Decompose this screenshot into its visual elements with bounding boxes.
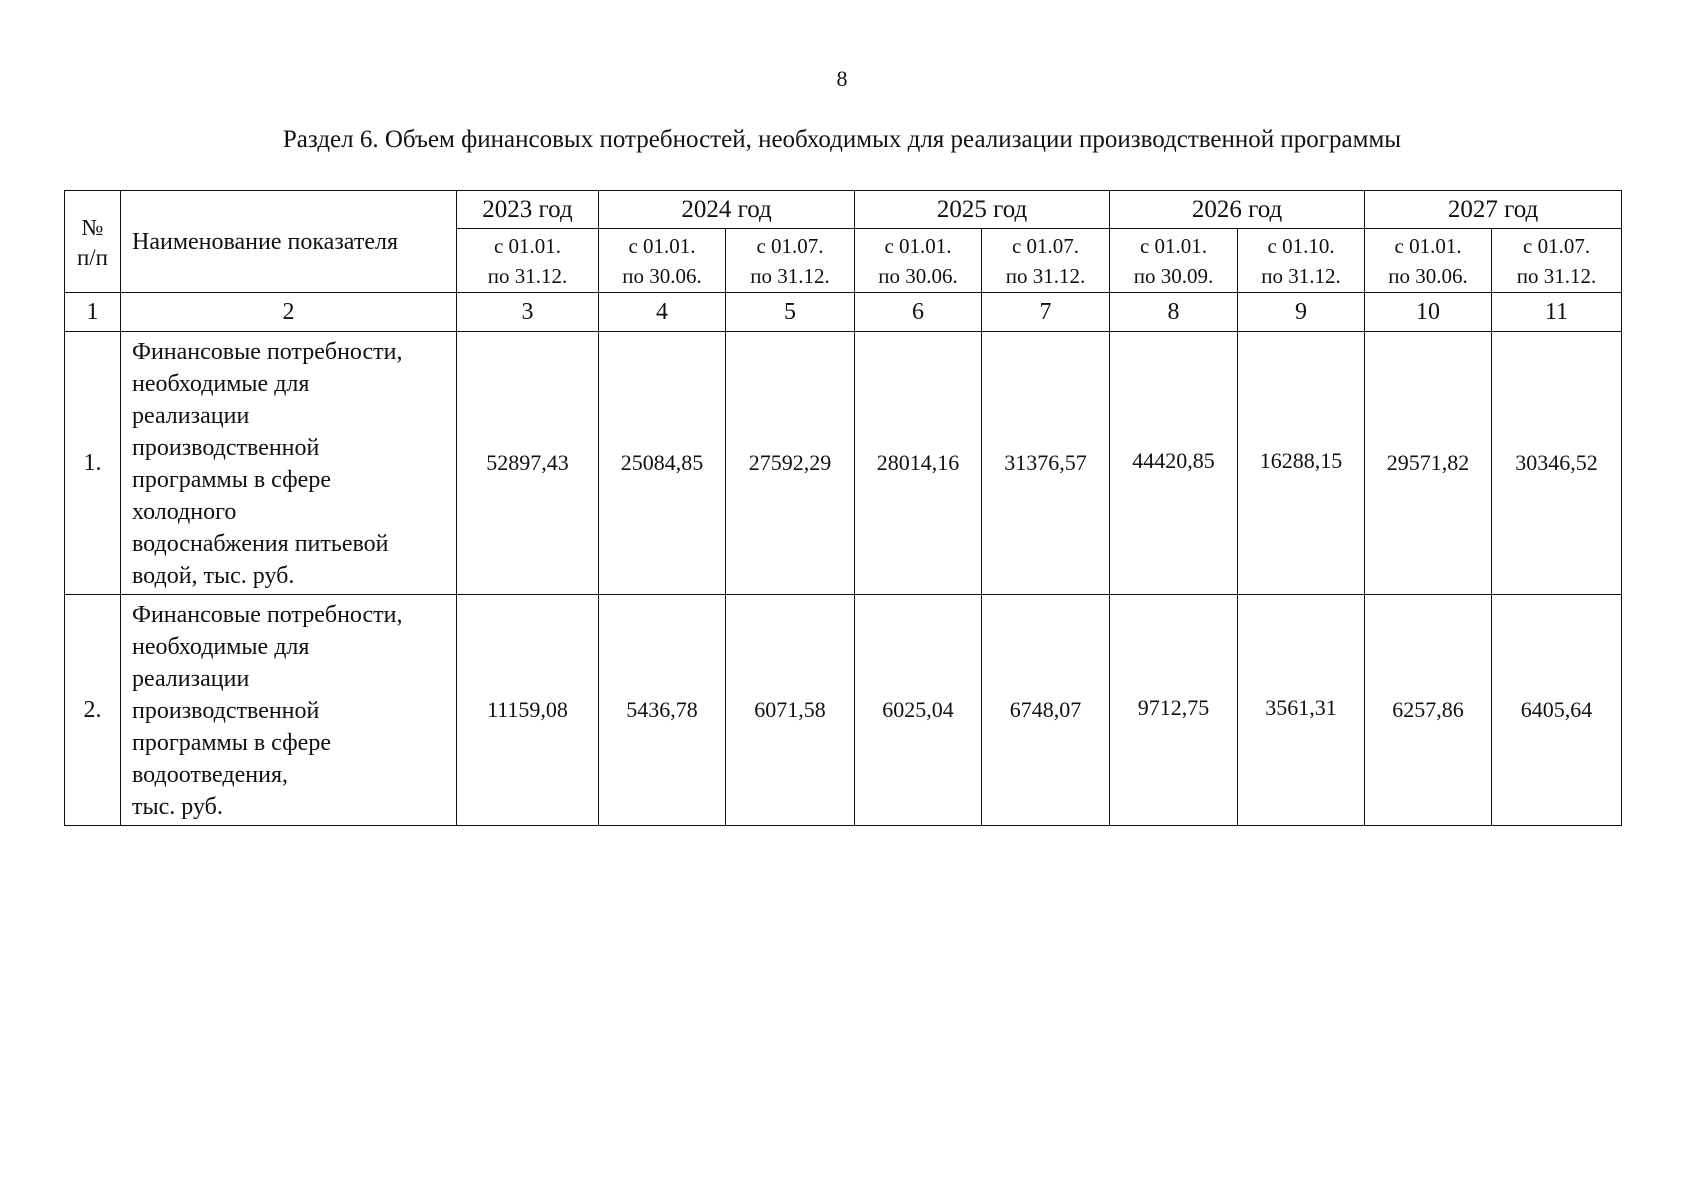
value-cell: 6748,07 bbox=[982, 595, 1110, 826]
column-number: 9 bbox=[1238, 293, 1365, 332]
column-number: 6 bbox=[855, 293, 982, 332]
column-number: 3 bbox=[457, 293, 599, 332]
financial-needs-table bbox=[64, 190, 1622, 826]
header-period: с 01.01. по 30.06. bbox=[855, 229, 982, 293]
value-cell: 6071,58 bbox=[726, 595, 855, 826]
value-cell: 3561,31 bbox=[1238, 595, 1365, 826]
column-number: 5 bbox=[726, 293, 855, 332]
value-cell: 6405,64 bbox=[1492, 595, 1622, 826]
header-year-2023: 2023 год bbox=[457, 191, 599, 229]
value-cell: 44420,85 bbox=[1110, 332, 1238, 595]
column-number: 7 bbox=[982, 293, 1110, 332]
header-period: с 01.07. по 31.12. bbox=[982, 229, 1110, 293]
column-number: 8 bbox=[1110, 293, 1238, 332]
header-indicator-name: Наименование показателя bbox=[121, 191, 457, 293]
column-number: 11 bbox=[1492, 293, 1622, 332]
header-year-2026: 2026 год bbox=[1110, 191, 1365, 229]
row-number: 2. bbox=[65, 595, 121, 826]
value-cell: 6257,86 bbox=[1365, 595, 1492, 826]
header-year-2024: 2024 год bbox=[599, 191, 855, 229]
header-period: с 01.01. по 30.06. bbox=[599, 229, 726, 293]
value-cell: 28014,16 bbox=[855, 332, 982, 595]
value-cell: 27592,29 bbox=[726, 332, 855, 595]
column-number: 1 bbox=[65, 293, 121, 332]
section-title: Раздел 6. Объем финансовых потребностей, необходимых для реализации производственной программы bbox=[282, 126, 1402, 153]
value-cell: 29571,82 bbox=[1365, 332, 1492, 595]
table-row bbox=[65, 595, 1622, 826]
column-number: 4 bbox=[599, 293, 726, 332]
value-cell: 16288,15 bbox=[1238, 332, 1365, 595]
value-cell: 31376,57 bbox=[982, 332, 1110, 595]
header-year-2025: 2025 год bbox=[855, 191, 1110, 229]
value-cell: 11159,08 bbox=[457, 595, 599, 826]
header-period: с 01.01. по 30.09. bbox=[1110, 229, 1238, 293]
header-period: с 01.01. по 31.12. bbox=[457, 229, 599, 293]
row-indicator-name: Финансовые потребности, необходимые для реализации производственной программы в сфере водоотведения, тыс. руб. bbox=[121, 595, 457, 826]
value-cell: 52897,43 bbox=[457, 332, 599, 595]
value-cell: 25084,85 bbox=[599, 332, 726, 595]
row-number: 1. bbox=[65, 332, 121, 595]
value-cell: 9712,75 bbox=[1110, 595, 1238, 826]
header-period: с 01.01. по 30.06. bbox=[1365, 229, 1492, 293]
header-period: с 01.10. по 31.12. bbox=[1238, 229, 1365, 293]
column-number-row bbox=[65, 293, 1622, 332]
header-period: с 01.07. по 31.12. bbox=[726, 229, 855, 293]
column-number: 2 bbox=[121, 293, 457, 332]
row-indicator-name: Финансовые потребности, необходимые для реализации производственной программы в сфере холодного водоснабжения питьевой водой, тыс. руб. bbox=[121, 332, 457, 595]
table-row bbox=[65, 332, 1622, 595]
value-cell: 30346,52 bbox=[1492, 332, 1622, 595]
header-year-2027: 2027 год bbox=[1365, 191, 1622, 229]
header-number: № п/п bbox=[65, 191, 121, 293]
header-period: с 01.07. по 31.12. bbox=[1492, 229, 1622, 293]
column-number: 10 bbox=[1365, 293, 1492, 332]
page-number: 8 bbox=[836, 66, 848, 91]
value-cell: 5436,78 bbox=[599, 595, 726, 826]
value-cell: 6025,04 bbox=[855, 595, 982, 826]
header-row-years bbox=[65, 191, 1622, 229]
